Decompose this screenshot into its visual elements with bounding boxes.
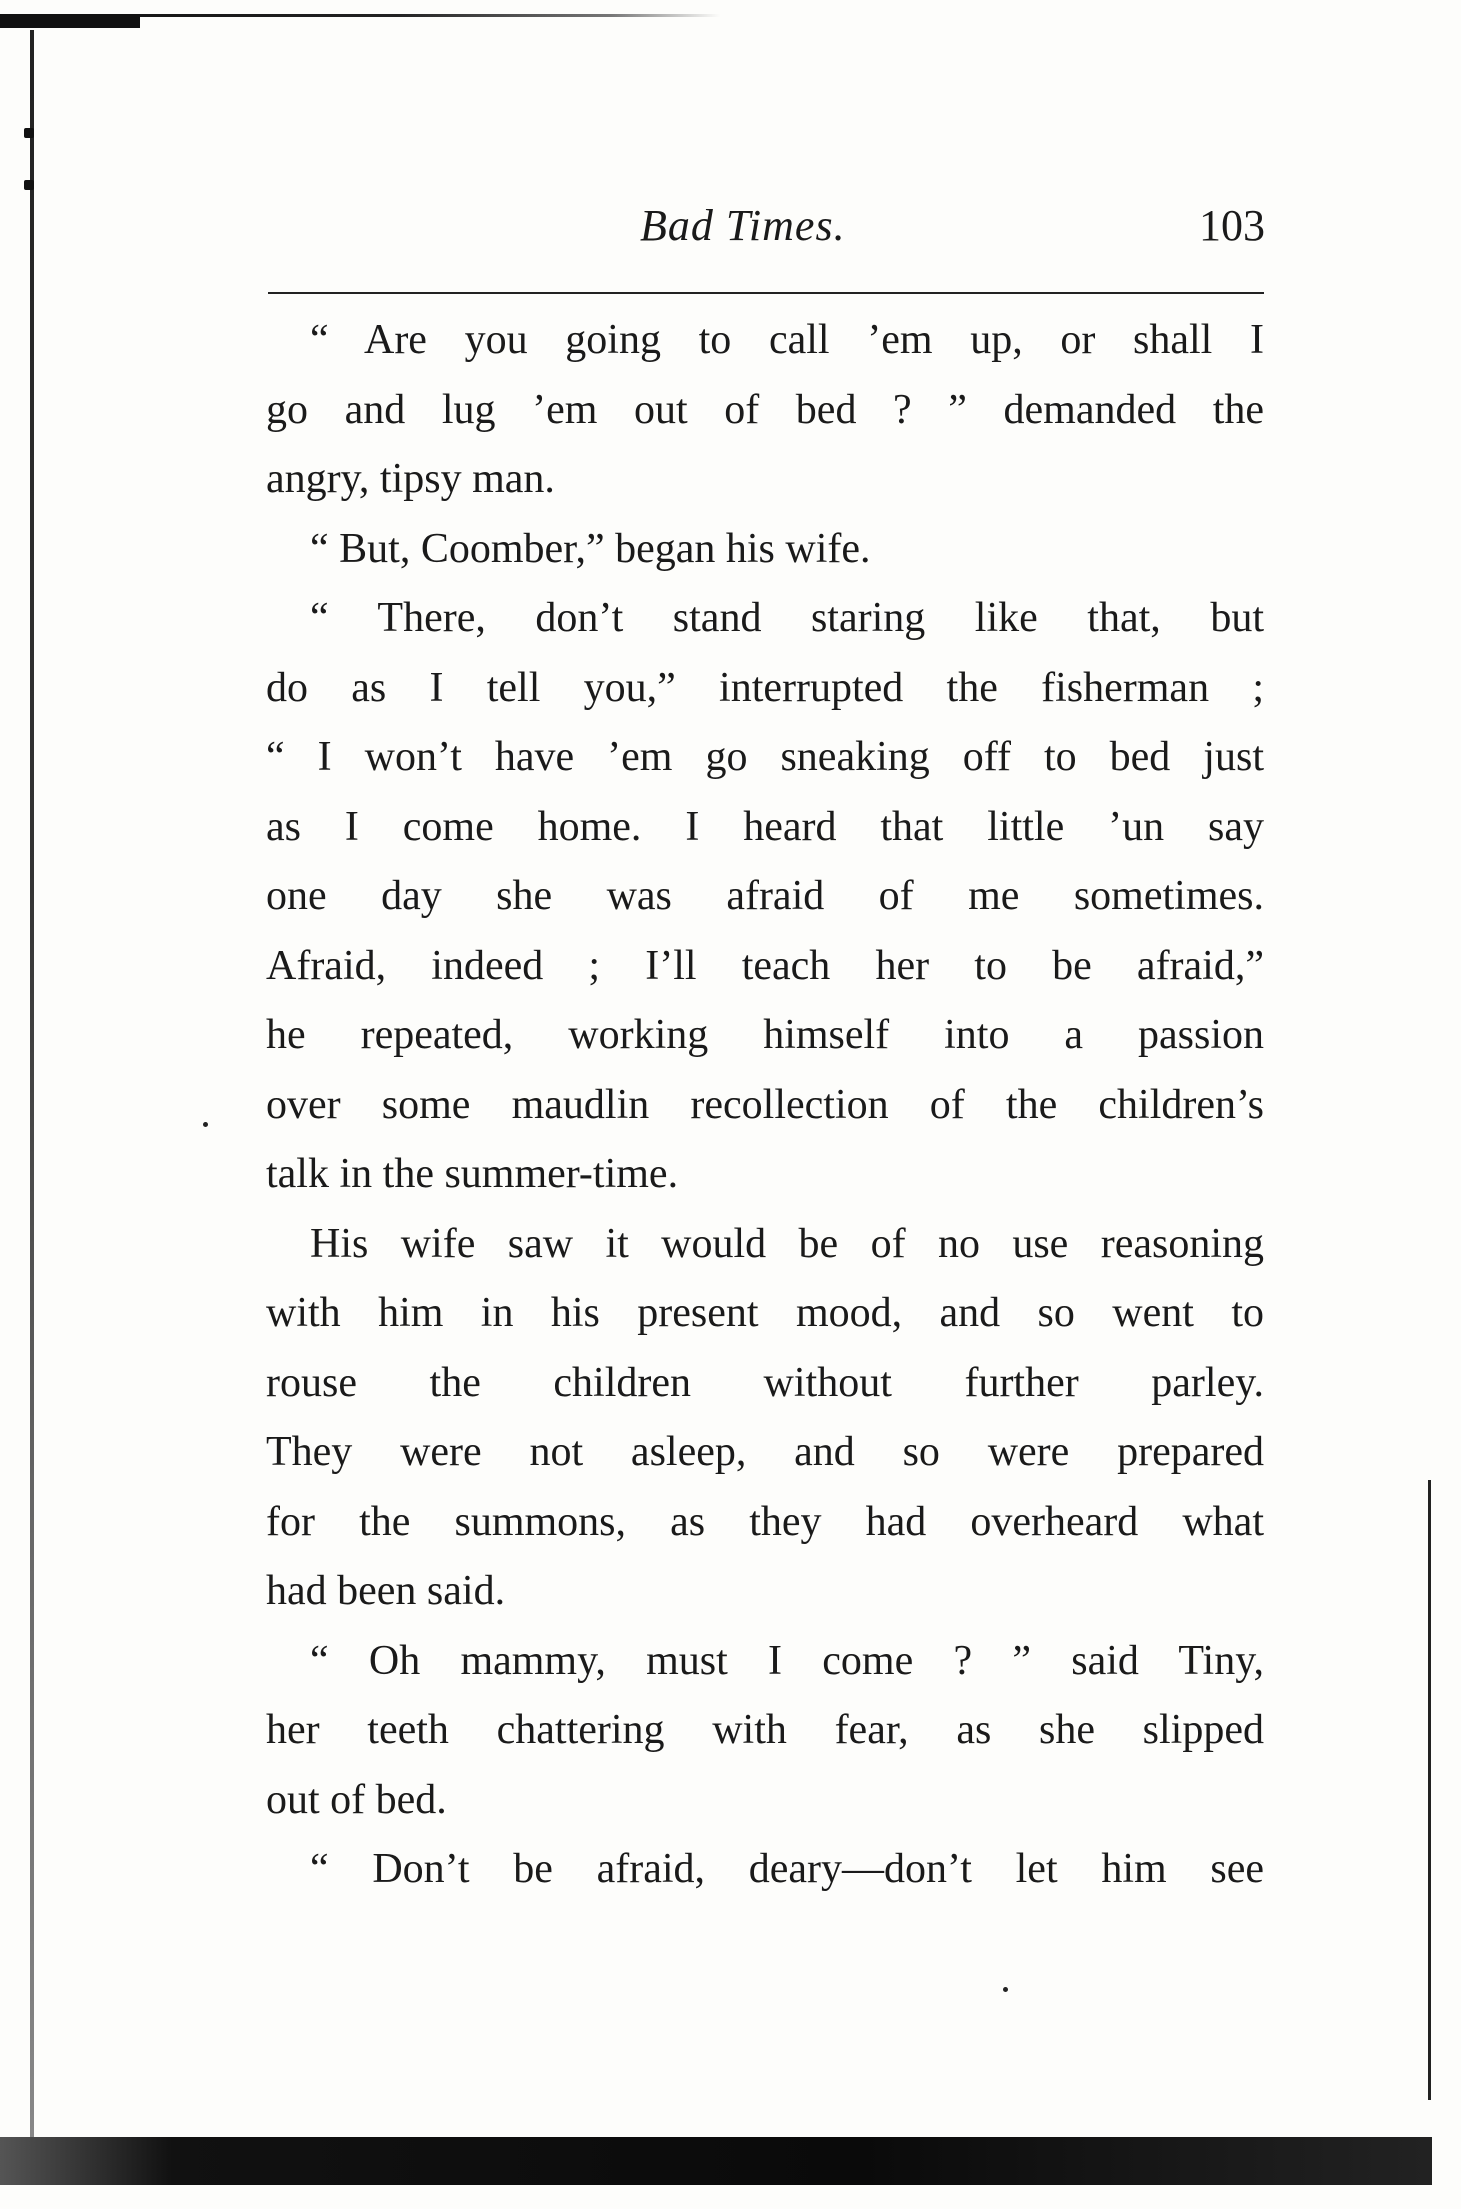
scan-right-edge [1428, 1480, 1431, 2100]
text-line: “ Don’t be afraid, deary—don’t let him see [310, 1846, 1264, 1892]
text-line: They were not asleep, and so were prepared [266, 1429, 1264, 1475]
binding-mark [24, 180, 34, 190]
scan-speck [203, 1122, 208, 1127]
scan-speck [1003, 1987, 1008, 1992]
page-number: 103 [1199, 201, 1265, 250]
text-line: go and lug ’em out of bed ? ” demanded the [266, 386, 1264, 433]
text-line: angry, tipsy man. [266, 456, 555, 502]
body-text [266, 306, 1264, 1905]
binding-edge [30, 30, 34, 2140]
text-line: Afraid, indeed ; I’ll teach her to be afraid,” [266, 942, 1264, 989]
text-line: one day she was afraid of me sometimes. [266, 873, 1264, 919]
text-line: he repeated, working himself into a passion [266, 1012, 1264, 1058]
binding-mark [24, 128, 34, 138]
text-line: “ But, Coomber,” began his wife. [310, 525, 871, 572]
text-line: “ Oh mammy, must I come ? ” said Tiny, [310, 1637, 1264, 1684]
scan-bottom-edge [0, 2137, 1432, 2185]
text-line: talk in the summer-time. [266, 1151, 679, 1197]
text-line: as I come home. I heard that little ’un say [266, 803, 1264, 850]
text-line: “ I won’t have ’em go sneaking off to bed just [266, 734, 1264, 780]
scan-top-corner [0, 14, 140, 28]
running-head: Bad Times. [640, 201, 846, 250]
header-rule [268, 292, 1264, 294]
text-line: rouse the children without further parley. [266, 1359, 1264, 1406]
text-line: for the summons, as they had overheard what [266, 1498, 1264, 1545]
text-line: her teeth chattering with fear, as she slipped [266, 1707, 1264, 1753]
page-header [270, 200, 1265, 260]
text-line: “ There, don’t stand staring like that, but [310, 595, 1264, 641]
text-line: do as I tell you,” interrupted the fisherman ; [266, 664, 1264, 711]
text-line: “ Are you going to call ’em up, or shall I [310, 317, 1264, 363]
text-line: over some maudlin recollection of the children’s [266, 1081, 1264, 1128]
text-line: with him in his present mood, and so went to [266, 1290, 1264, 1336]
text-line: His wife saw it would be of no use reasoning [310, 1220, 1264, 1267]
text-line: out of bed. [266, 1776, 447, 1823]
text-line: had been said. [266, 1568, 506, 1614]
